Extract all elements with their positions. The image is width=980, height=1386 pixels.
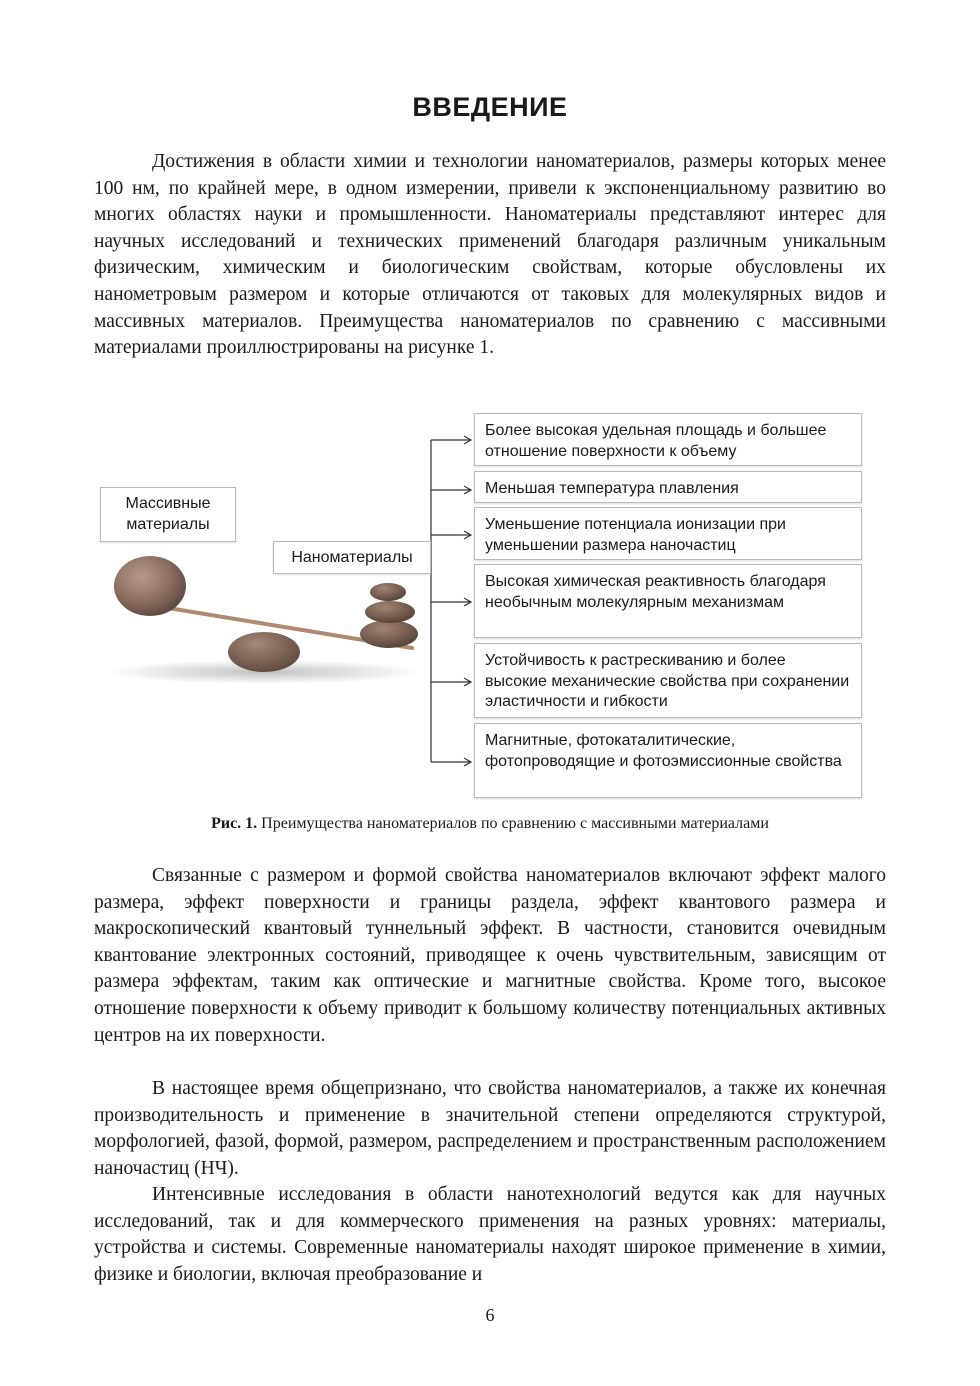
body-paragraph: Связанные с размером и формой свойства наноматериалов включают эффект малого размера, эффект поверхности и границы раздела, эффект квантового размера и макроскопический квантовый туннельный эффект. В частности, становится очевидным квантование электронных состояний, приводящее к очень чувствительным, зависящим от размера эффектам, таким как оптические и магнитные свойства. Кроме того, высокое отношение поверхности к объему приводит к большому количеству потенциальных активных центров на их поверхности. (94, 865, 886, 1046)
caption-prefix: Рис. 1. (211, 815, 258, 832)
caption-text: Преимущества наноматериалов по сравнению с массивными материалами (261, 815, 769, 832)
advantage-box: Магнитные, фотокаталитические, фотопроводящие и фотоэмиссионные свойства (474, 723, 862, 798)
page-title: ВВЕДЕНИЕ (412, 92, 568, 122)
nano-stone (365, 601, 415, 623)
bulk-stone (114, 556, 186, 616)
nano-stone (360, 620, 418, 648)
advantage-box: Меньшая температура плавления (474, 471, 862, 503)
body-paragraph: Интенсивные исследования в области нанотехнологий ведутся как для научных исследований, так и для коммерческого применения на разных уровнях: материалы, устройства и системы. Современные наноматериалы находят широкое применение в химии, физике и биологии, включая преобразование и (94, 1184, 886, 1285)
page-number: 6 (485, 1305, 495, 1325)
intro-paragraph: Достижения в области химии и технологии наноматериалов, размеры которых менее 100 нм, по крайней мере, в одном измерении, привели к экспоненциальному развитию во многих областях науки и промышленности. Наноматериалы представляют интерес для научных исследований и технических применений благодаря различным уникальным физическим, химическим и биологическим свойствам, которые обусловлены их нанометровым размером и которые отличаются от таковых для молекулярных видов и массивных материалов. Преимущества наноматериалов по сравнению с массивными материалами проиллюстрированы на рисунке 1. (94, 151, 886, 359)
body-paragraph: В настоящее время общепризнано, что свойства наноматериалов, а также их конечная производительность и применение в значительной степени определяются структурой, морфологией, фазой, формой, размером, распределением и пространственным расположением наночастиц (НЧ). (94, 1078, 886, 1179)
advantage-box: Высокая химическая реактивность благодаря необычным молекулярным механизмам (474, 564, 862, 638)
bracket-connector (431, 440, 470, 762)
advantage-box: Устойчивость к растрескиванию и более высокие механические свойства при сохранении эластичности и гибкости (474, 643, 862, 718)
label-bulk-materials: Массивные материалы (100, 487, 236, 542)
label-nanomaterials: Наноматериалы (273, 541, 431, 574)
fulcrum-stone (228, 632, 300, 672)
advantage-box: Уменьшение потенциала ионизации при уменьшении размера наночастиц (474, 507, 862, 560)
advantage-box: Более высокая удельная площадь и большее отношение поверхности к объему (474, 413, 862, 466)
nano-stone (370, 583, 406, 601)
figure-caption (0, 815, 980, 833)
